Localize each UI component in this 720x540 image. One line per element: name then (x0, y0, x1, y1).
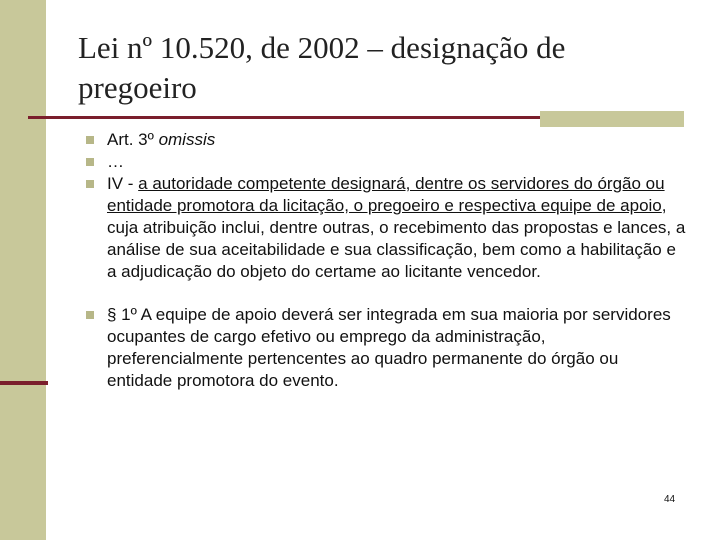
square-bullet-icon (86, 136, 94, 144)
bullet-item-ellipsis (86, 151, 686, 173)
bullet-item-iv (86, 173, 686, 283)
item4-prefix: IV - (107, 174, 139, 193)
item4-rest-text: , cuja atribuição inclui, dentre outras, o recebimento das propostas e lances, a análise de sua aceitabilidade e sua classificação, bem como a habilitação e a adjudicação do objeto do certame ao licitante vencedor. (107, 196, 686, 281)
bullet-list (86, 129, 686, 392)
square-bullet-icon (86, 158, 94, 166)
title-rule-accent-block (540, 111, 684, 127)
side-bar-tick-decoration (0, 381, 48, 385)
page-number: 44 (664, 494, 676, 505)
art3-italic-text: omissis (158, 130, 216, 149)
bullet-item-art3 (86, 129, 686, 151)
ellipsis-text: … (107, 152, 124, 171)
paragraph1-text: § 1º A equipe de apoio deverá ser integrada em sua maioria por servidores ocupantes de cargo efetivo ou emprego da administração, preferencialmente pertencentes ao quadro permanente do órgão ou entidade promotora do evento. (107, 305, 671, 390)
square-bullet-icon (86, 180, 94, 188)
slide-title: Lei nº 10.520, de 2002 – designação de pregoeiro (78, 30, 566, 105)
square-bullet-icon (86, 311, 94, 319)
item4-underlined-text: a autoridade competente designará, dentre os servidores do órgão ou entidade promotora da licitação, o pregoeiro e respectiva equipe de apoio (107, 174, 665, 215)
side-bar-decoration (0, 0, 46, 540)
art3-text: Art. 3º (107, 130, 159, 149)
bullet-item-paragraph1 (86, 304, 686, 392)
